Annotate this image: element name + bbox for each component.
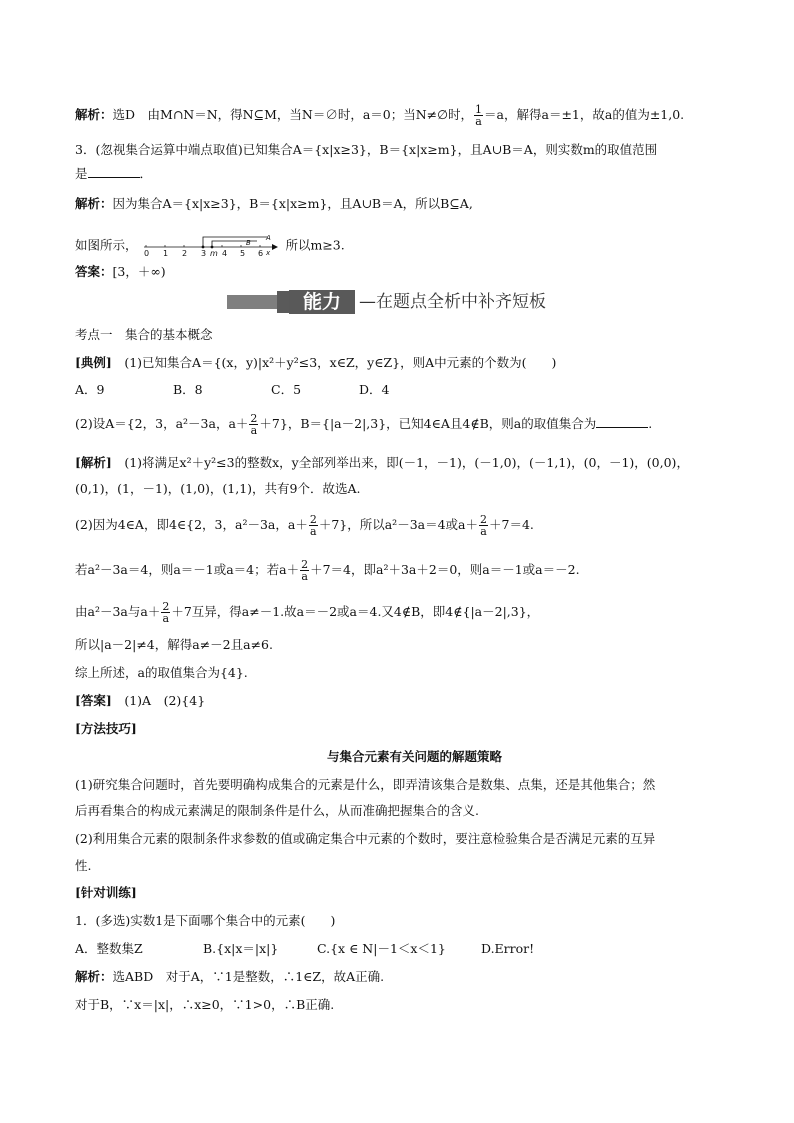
solution-3: 解析：因为集合A＝{x|x≥3}，B＝{x|x≥m}，且A∪B＝A，所以B⊆A,	[75, 196, 473, 211]
fraction: $\frac{2}{a}$	[162, 600, 170, 625]
strategy-1: (1)研究集合问题时，首先要明确构成集合的元素是什么，即弄清该集合是数集、点集，还是其他集合；然	[75, 777, 656, 792]
section-banner	[227, 290, 572, 314]
practice-solution: 解析：选ABD 对于A，∵1是整数，∴1∈Z，故A正确.	[75, 969, 385, 984]
fraction: $\frac{2}{a}$	[309, 513, 317, 538]
strategy-1-cont: 后再看集合的构成元素满足的限制条件是什么，从而准确把握集合的含义.	[75, 803, 479, 818]
example-2: (2)设A＝{2，3，a²－3a，a＋ $\frac{2}{a}$ ＋7}，B＝{|a－2|,3}，已知4∈A且4∉B，则a的取值集合为 .	[75, 412, 653, 437]
tick-label: 6	[257, 249, 263, 258]
method-tips-heading: [方法技巧]	[75, 721, 137, 736]
answer-blank	[596, 415, 648, 428]
figure-line: 如图所示， 0 1 2 3 4 5 6 m x A B 所以m≥3.	[75, 234, 345, 258]
tick-label: 2	[181, 249, 187, 258]
set-A-label: A	[265, 234, 271, 242]
strategy-2-cont: 性.	[75, 858, 92, 873]
solution-label: 解析：	[75, 196, 113, 211]
answer-blank	[88, 165, 140, 178]
set-B-label: B	[245, 239, 251, 247]
topic-heading: 考点一 集合的基本概念	[75, 327, 213, 342]
question-3: 3．(忽视集合运算中端点取值)已知集合A＝{x|x≥3}，B＝{x|x≥m}，且A∪B＝A，则实数m的取值范围	[75, 142, 658, 157]
analysis-2-cases: 若a²－3a＝4，则a＝－1或a＝4；若a＋ $\frac{2}{a}$ ＋7＝4，即a²＋3a＋2＝0，则a＝－1或a＝－2.	[75, 558, 580, 583]
example-1-options: A．9 B．8 C．5 D．4	[75, 382, 390, 397]
practice-options: A．整数集Z B.{x|x＝|x|} C.{x ∈ N|－1＜x＜1} D.Error!	[75, 941, 535, 956]
analysis-2: (2)因为4∈A，即4∈{2，3，a²－3a，a＋ $\frac{2}{a}$ ＋7}，所以a²－3a＝4或a＋ $\frac{2}{a}$ ＋7＝4.	[75, 513, 534, 538]
strategy-2: (2)利用集合元素的限制条件求参数的值或确定集合中元素的个数时，要注意检验集合是否满足元素的互异	[75, 831, 656, 846]
fraction: $\frac{2}{a}$	[250, 412, 258, 437]
number-line-figure	[142, 233, 282, 259]
tick-label: 4	[221, 249, 227, 258]
analysis-1: [解析] (1)将满足x²＋y²≤3的整数x，y全部列举出来，即(－1，－1)，(－1,0)，(－1,1)，(0，－1)，(0,0)，	[75, 455, 689, 470]
tick-label: 5	[239, 249, 245, 258]
strategy-title: 与集合元素有关问题的解题策略	[326, 749, 502, 764]
solution-line-2: 解析：选D 由M∩N＝N，得N⊆M，当N＝∅时，a＝0；当N≠∅时， $\frac{1}{a}$ ＝a，解得a＝±1，故a的值为±1,0.	[75, 103, 685, 128]
analysis-1-cont: (0,1)，(1，－1)，(1,0)，(1,1)，共有9个．故选A.	[75, 481, 361, 496]
practice-question-1: 1．(多选)实数1是下面哪个集合中的元素( )	[75, 913, 336, 928]
answer-label: 答案：	[75, 264, 113, 279]
banner-label: 能力	[289, 290, 355, 314]
practice-solution-cont: 对于B，∵x＝|x|，∴x≥0，∵1>0，∴B正确.	[75, 997, 335, 1012]
fraction: $\frac{1}{a}$	[475, 103, 483, 128]
answer-3: 答案：[3，＋∞)	[75, 264, 166, 279]
analysis-2-conclusion: 综上所述，a的取值集合为{4}.	[75, 665, 248, 680]
practice-heading: [针对训练]	[75, 885, 137, 900]
banner-subtitle: —在题点全析中补齐短板	[359, 292, 546, 312]
tick-label: 3	[200, 249, 206, 258]
analysis-2-distinct: 由a²－3a与a＋ $\frac{2}{a}$ ＋7互异，得a≠－1.故a＝－2或a＝4.又4∉B，即4∉{|a－2|,3}，	[75, 600, 540, 625]
m-label: m	[209, 249, 218, 258]
example-1: [典例] (1)已知集合A＝{(x，y)|x²＋y²≤3，x∈Z，y∈Z}，则A中元素的个数为( )	[75, 355, 557, 370]
fraction: $\frac{2}{a}$	[480, 513, 488, 538]
x-axis-label: x	[265, 249, 270, 257]
question-3-cont: 是 ．	[75, 166, 153, 181]
tick-label: 1	[162, 249, 168, 258]
answer-example: [答案] (1)A (2){4}	[75, 693, 206, 708]
analysis-2-cont: 所以|a－2|≠4，解得a≠－2且a≠6.	[75, 637, 273, 652]
tick-label: 0	[143, 249, 149, 258]
solution-label: 解析：	[75, 107, 113, 122]
fraction: $\frac{2}{a}$	[301, 558, 309, 583]
